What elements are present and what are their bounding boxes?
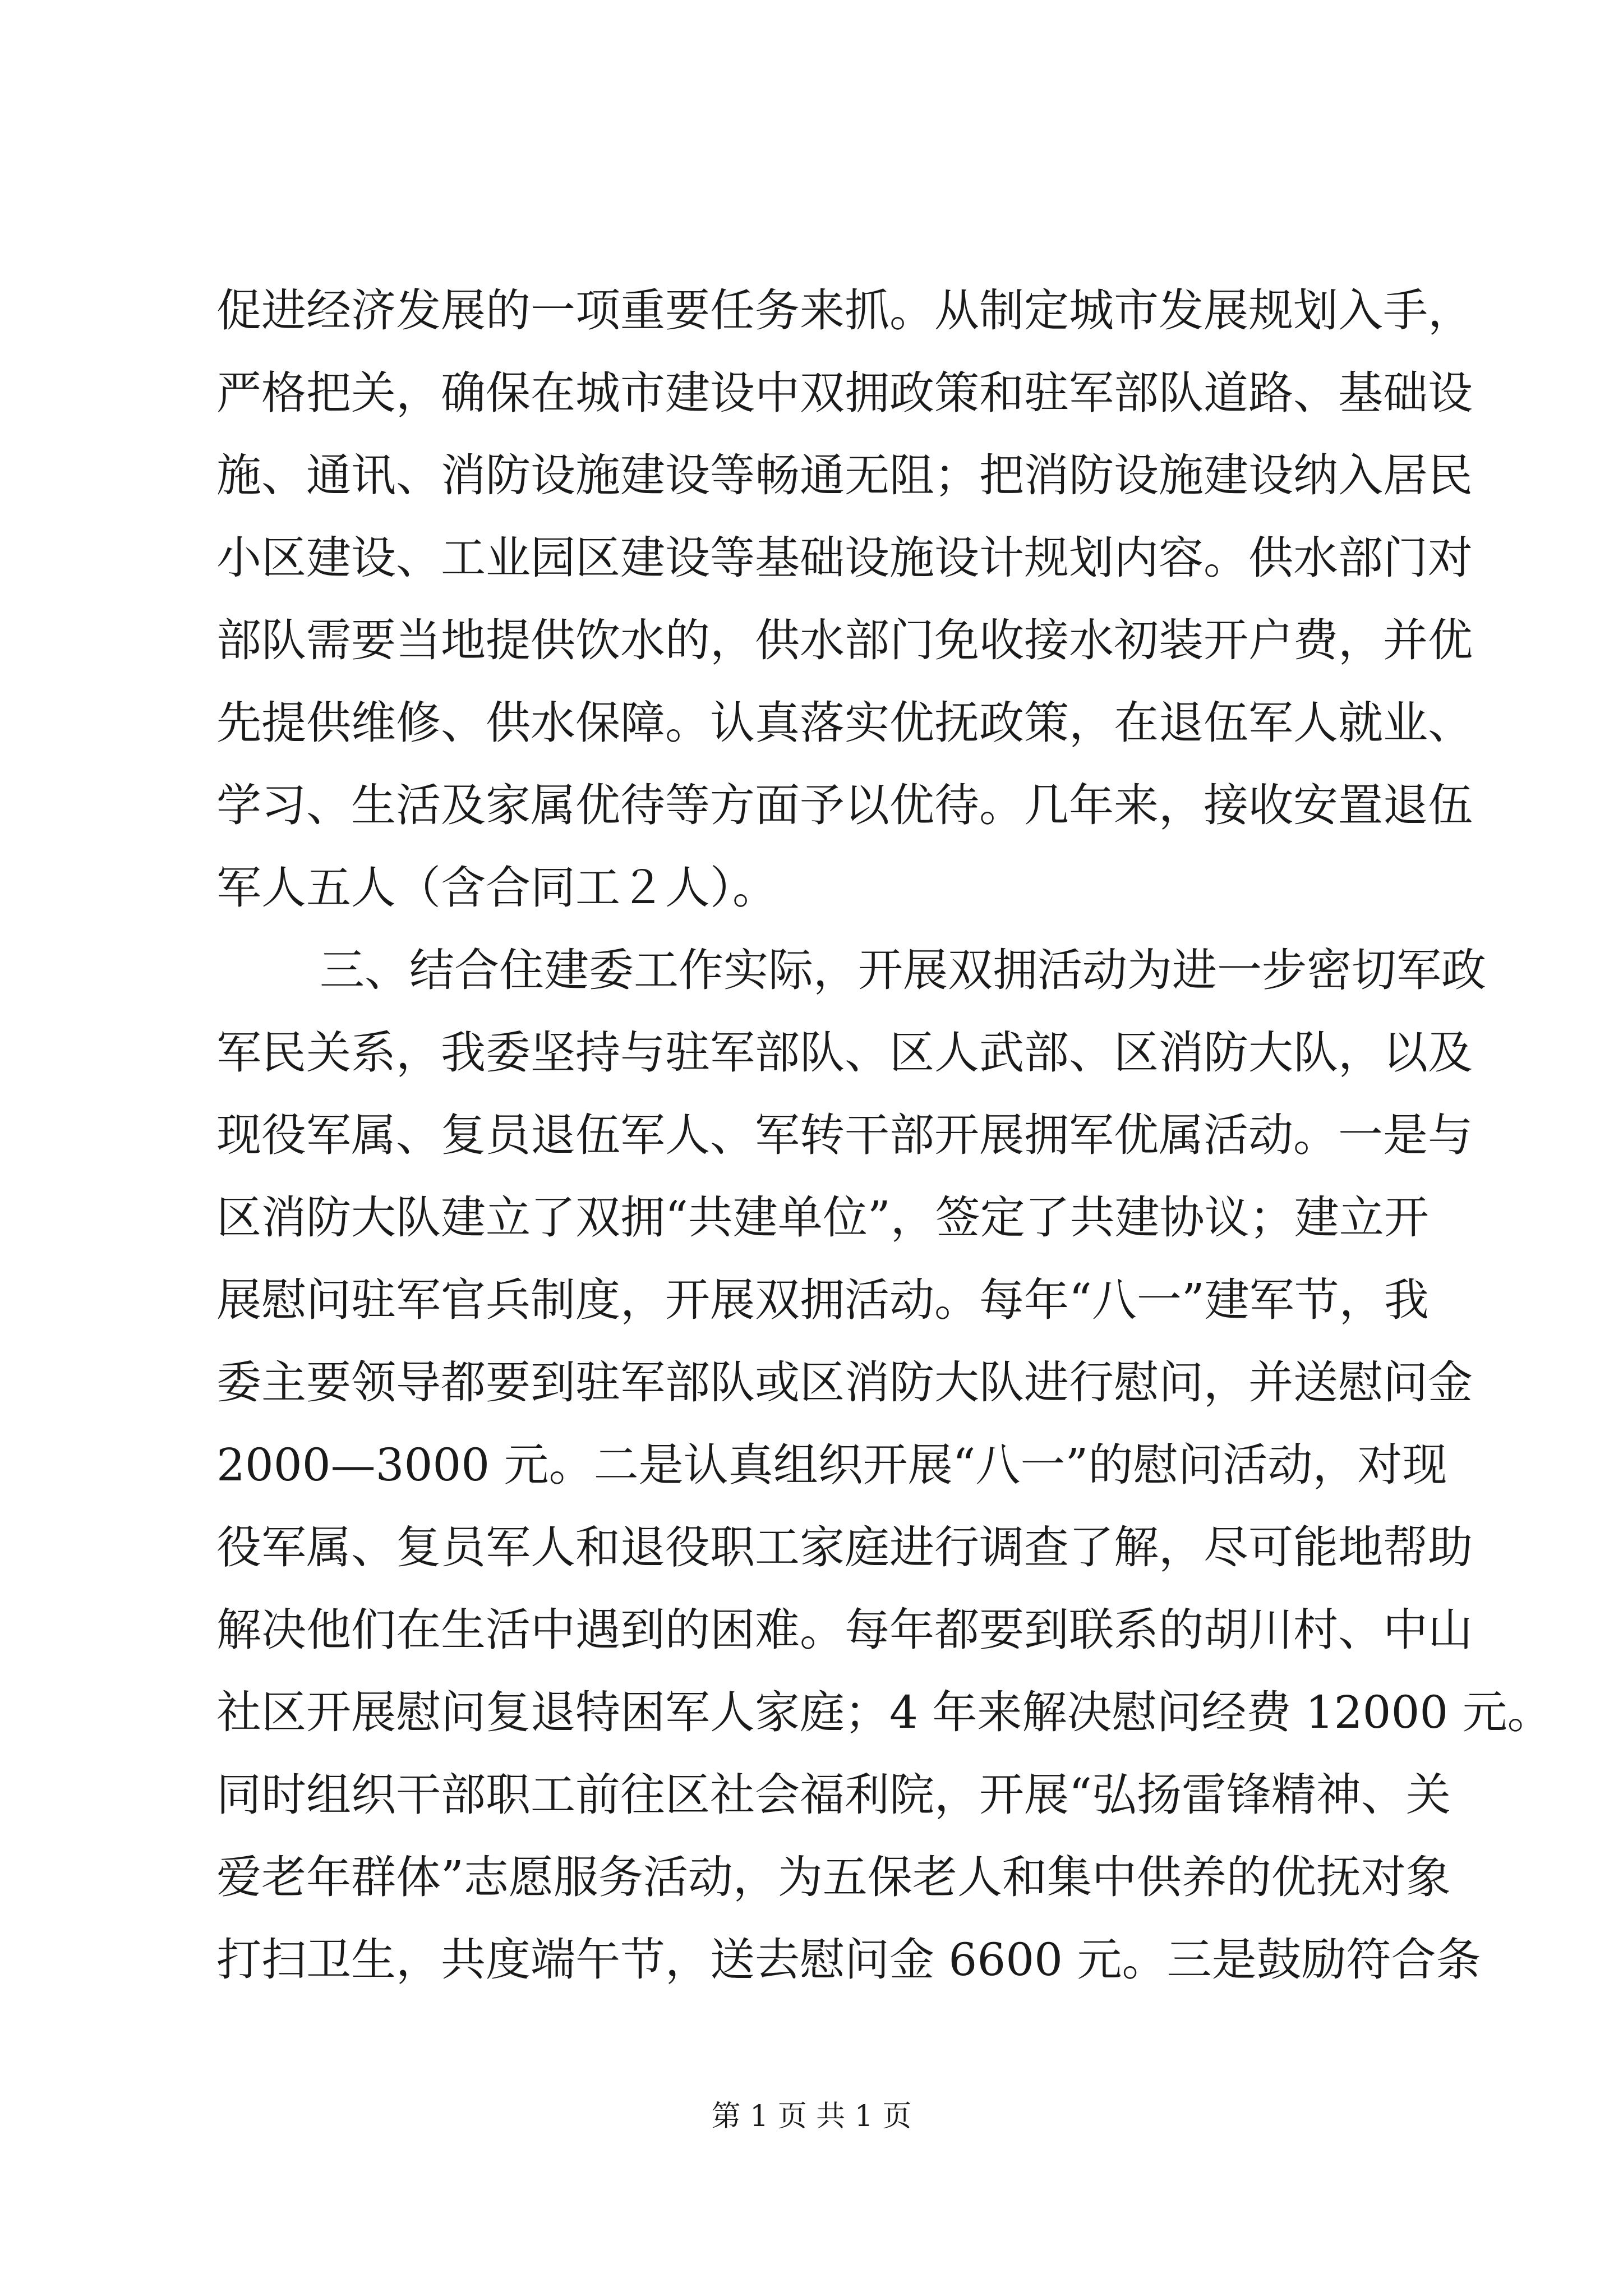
text-line: 2000—3000 元。二是认真组织开展“八一”的慰问活动，对现 (216, 1439, 1447, 1491)
text-line: 促进经济发展的一项重要任务来抓。从制定城市发展规划入手， (216, 284, 1473, 337)
text-line: 社区开展慰问复退特困军人家庭；4 年来解决慰问经费 12000 元。 (216, 1686, 1552, 1738)
text-line: 施、通讯、消防设施建设等畅通无阻；把消防设施建设纳入居民 (216, 449, 1473, 501)
text-line: 委主要领导都要到驻军部队或区消防大队进行慰问，并送慰问金 (216, 1356, 1473, 1409)
text-line: 同时组织干部职工前往区社会福利院，开展“弘扬雷锋精神、关 (216, 1769, 1451, 1821)
text-line: 解决他们在生活中遇到的困难。每年都要到联系的胡川村、中山 (216, 1604, 1473, 1656)
text-line: 严格把关，确保在城市建设中双拥政策和驻军部队道路、基础设 (216, 367, 1473, 419)
text-line: 部队需要当地提供饮水的，供水部门免收接水初装开户费，并优 (216, 614, 1473, 666)
text-line: 军民关系，我委坚持与驻军部队、区人武部、区消防大队，以及 (216, 1027, 1473, 1079)
text-line: 学习、生活及家属优待等方面予以优待。几年来，接收安置退伍 (216, 779, 1473, 831)
text-line: 展慰问驻军官兵制度，开展双拥活动。每年“八一”建军节，我 (216, 1274, 1429, 1326)
document-body (216, 269, 1552, 2001)
text-line: 小区建设、工业园区建设等基础设施设计规划内容。供水部门对 (216, 532, 1473, 584)
text-line: 现役军属、复员退伍军人、军转干部开展拥军优属活动。一是与 (216, 1109, 1473, 1161)
text-line: 区消防大队建立了双拥“共建单位”，签定了共建协议；建立开 (216, 1191, 1429, 1244)
text-line: 军人五人（含合同工２人）。 (216, 862, 777, 914)
text-line: 役军属、复员军人和退役职工家庭进行调查了解，尽可能地帮助 (216, 1521, 1473, 1573)
text-line: 打扫卫生，共度端午节，送去慰问金 6600 元。三是鼓励符合条 (216, 1934, 1481, 1986)
text-line: 爱老年群体”志愿服务活动，为五保老人和集中供养的优抚对象 (216, 1851, 1451, 1903)
text-line: 先提供维修、供水保障。认真落实优抚政策，在退伍军人就业、 (216, 697, 1473, 749)
text-line: 三、结合住建委工作实际，开展双拥活动为进一步密切军政 (320, 944, 1486, 996)
page-footer: 第 1 页 共 1 页 (711, 2100, 912, 2133)
